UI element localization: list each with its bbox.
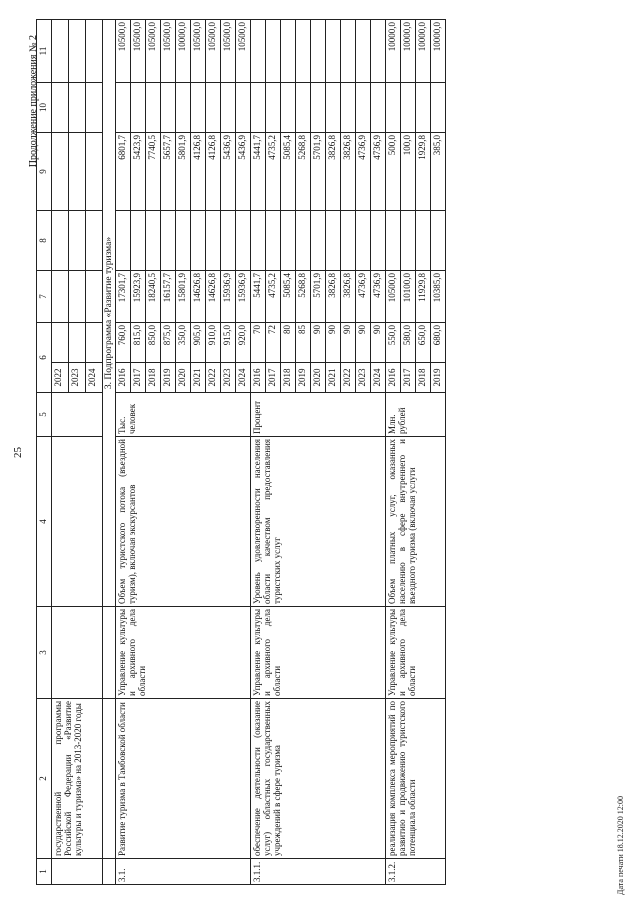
item-executor: Управление культуры и архивного дела области	[251, 607, 386, 699]
total-amount: 5085,4	[281, 271, 296, 323]
indicator-value: 760,0	[116, 323, 131, 363]
total-amount: 16157,7	[161, 271, 176, 323]
extrabudget-amount	[311, 20, 326, 83]
col-header: 5	[37, 393, 52, 437]
c7-cell	[69, 271, 86, 323]
total-amount: 5441,7	[251, 271, 266, 323]
federal-amount	[266, 211, 281, 271]
indicator-value: 85	[296, 323, 311, 363]
item-unit: Процент	[251, 393, 386, 437]
total-amount: 14626,8	[206, 271, 221, 323]
total-amount: 15936,9	[221, 271, 236, 323]
federal-amount	[326, 211, 341, 271]
unit-cell	[52, 393, 103, 437]
extrabudget-amount	[266, 20, 281, 83]
year-cell: 2018	[416, 363, 431, 393]
total-amount: 10385,0	[431, 271, 446, 323]
table-row	[116, 20, 131, 885]
extrabudget-amount: 10500,0	[206, 20, 221, 83]
local-amount	[386, 83, 401, 133]
indicator-value: 550,0	[386, 323, 401, 363]
extrabudget-amount: 10500,0	[221, 20, 236, 83]
federal-amount	[251, 211, 266, 271]
regional-amount: 5801,9	[176, 133, 191, 211]
indicator-value: 850,0	[146, 323, 161, 363]
section-spacer	[103, 859, 116, 885]
local-amount	[371, 83, 386, 133]
col-header: 9	[37, 133, 52, 211]
regional-amount: 385,0	[431, 133, 446, 211]
year-cell: 2020	[176, 363, 191, 393]
indicator-value: 680,0	[431, 323, 446, 363]
item-number: 3.1.1.	[251, 859, 386, 885]
total-amount: 15923,9	[131, 271, 146, 323]
item-executor: Управление культуры и архивного дела области	[386, 607, 446, 699]
local-amount	[131, 83, 146, 133]
year-cell: 2016	[386, 363, 401, 393]
section-spacer	[103, 699, 116, 859]
year-cell: 2016	[116, 363, 131, 393]
c11-cell	[69, 20, 86, 83]
total-amount: 11929,8	[416, 271, 431, 323]
table-body	[52, 20, 446, 885]
year-cell: 2018	[281, 363, 296, 393]
extrabudget-amount: 10500,0	[161, 20, 176, 83]
item-name: реализация комплекса мероприятий по развитию и продвижению туристского потенциала области	[386, 699, 446, 859]
indicator-value: 90	[371, 323, 386, 363]
extrabudget-amount	[356, 20, 371, 83]
regional-amount: 5436,9	[221, 133, 236, 211]
indicator-value: 90	[311, 323, 326, 363]
local-amount	[161, 83, 176, 133]
year-cell: 2020	[311, 363, 326, 393]
total-amount: 10500,0	[386, 271, 401, 323]
col-header: 2	[37, 699, 52, 859]
year-cell: 2018	[146, 363, 161, 393]
local-amount	[236, 83, 251, 133]
regional-amount: 5085,4	[281, 133, 296, 211]
year-cell: 2021	[326, 363, 341, 393]
regional-amount: 5268,8	[296, 133, 311, 211]
extrabudget-amount: 10000,0	[176, 20, 191, 83]
federal-amount	[146, 211, 161, 271]
total-amount: 3826,8	[341, 271, 356, 323]
indicator-value: 70	[251, 323, 266, 363]
c10-cell	[86, 83, 103, 133]
local-amount	[296, 83, 311, 133]
year-cell: 2016	[251, 363, 266, 393]
federal-amount	[116, 211, 131, 271]
local-amount	[356, 83, 371, 133]
indicator-value: 72	[266, 323, 281, 363]
local-amount	[191, 83, 206, 133]
section-spacer	[103, 607, 116, 699]
total-amount: 5268,8	[296, 271, 311, 323]
c9-cell	[52, 133, 69, 211]
col-header: 10	[37, 83, 52, 133]
col-header: 7	[37, 271, 52, 323]
indicator-value: 650,0	[416, 323, 431, 363]
print-date: Дата печати 18.12.2020 12:00	[616, 796, 625, 895]
total-amount: 4735,2	[266, 271, 281, 323]
total-amount: 15936,9	[236, 271, 251, 323]
regional-amount: 3826,8	[341, 133, 356, 211]
extrabudget-amount	[371, 20, 386, 83]
local-amount	[251, 83, 266, 133]
extrabudget-amount: 10500,0	[191, 20, 206, 83]
regional-amount: 5701,9	[311, 133, 326, 211]
federal-amount	[401, 211, 416, 271]
federal-amount	[356, 211, 371, 271]
regional-amount: 5441,7	[251, 133, 266, 211]
table-row	[386, 20, 401, 885]
item-unit: Тыс. человек	[116, 393, 251, 437]
header-note: Продолжение приложения № 2	[28, 35, 39, 168]
total-amount: 17301,7	[116, 271, 131, 323]
year-cell: 2022	[341, 363, 356, 393]
col-header: 4	[37, 437, 52, 607]
c7-cell	[52, 271, 69, 323]
year-cell: 2022	[206, 363, 221, 393]
c7-cell	[86, 271, 103, 323]
federal-amount	[176, 211, 191, 271]
total-amount: 15801,9	[176, 271, 191, 323]
local-amount	[416, 83, 431, 133]
year-cell: 2023	[356, 363, 371, 393]
year-cell: 2024	[86, 363, 103, 393]
year-cell: 2024	[371, 363, 386, 393]
regional-amount: 5657,7	[161, 133, 176, 211]
year-cell: 2017	[131, 363, 146, 393]
section-row	[103, 20, 116, 885]
extrabudget-amount: 10500,0	[131, 20, 146, 83]
total-amount: 18240,5	[146, 271, 161, 323]
executor-cell	[52, 607, 103, 699]
federal-amount	[206, 211, 221, 271]
total-amount: 5701,9	[311, 271, 326, 323]
regional-amount: 5436,9	[236, 133, 251, 211]
federal-amount	[221, 211, 236, 271]
item-number: 3.1.	[116, 859, 251, 885]
local-amount	[311, 83, 326, 133]
regional-amount: 100,0	[401, 133, 416, 211]
indicator-value: 80	[281, 323, 296, 363]
federal-amount	[416, 211, 431, 271]
year-cell: 2019	[431, 363, 446, 393]
indicator-value: 920,0	[236, 323, 251, 363]
extrabudget-amount	[326, 20, 341, 83]
local-amount	[281, 83, 296, 133]
column-numbers-row	[37, 20, 52, 885]
year-cell: 2022	[52, 363, 69, 393]
local-amount	[401, 83, 416, 133]
table-row	[251, 20, 266, 885]
year-cell: 2024	[236, 363, 251, 393]
col-header: 1	[37, 859, 52, 885]
federal-amount	[161, 211, 176, 271]
c8-cell	[52, 211, 69, 271]
indicator-value: 90	[326, 323, 341, 363]
c10-cell	[52, 83, 69, 133]
indicator-value: 90	[356, 323, 371, 363]
col-header: 11	[37, 20, 52, 83]
regional-amount: 5423,9	[131, 133, 146, 211]
section-title: 3. Подпрограмма «Развитие туризма»	[103, 20, 116, 607]
year-cell: 2019	[296, 363, 311, 393]
regional-amount: 500,0	[386, 133, 401, 211]
federal-amount	[311, 211, 326, 271]
total-amount: 4736,9	[356, 271, 371, 323]
total-amount: 10100,0	[401, 271, 416, 323]
year-cell: 2017	[401, 363, 416, 393]
year-cell: 2017	[266, 363, 281, 393]
value-cell	[69, 323, 86, 363]
indicator-value: 350,0	[176, 323, 191, 363]
extrabudget-amount	[251, 20, 266, 83]
year-cell: 2023	[69, 363, 86, 393]
local-amount	[116, 83, 131, 133]
federal-amount	[386, 211, 401, 271]
col-header: 3	[37, 607, 52, 699]
extrabudget-amount: 10500,0	[116, 20, 131, 83]
value-cell	[86, 323, 103, 363]
c8-cell	[69, 211, 86, 271]
indicator-cell	[52, 437, 103, 607]
c9-cell	[69, 133, 86, 211]
regional-amount: 6801,7	[116, 133, 131, 211]
item-unit: Млн. рублей	[386, 393, 446, 437]
indicator-value: 90	[341, 323, 356, 363]
regional-amount: 4736,9	[371, 133, 386, 211]
item-indicator: Уровень удовлетворенности населения области качеством предоставления туристских услуг	[251, 437, 386, 607]
extrabudget-amount: 10000,0	[386, 20, 401, 83]
item-executor: Управление культуры и архивного дела области	[116, 607, 251, 699]
federal-amount	[131, 211, 146, 271]
local-amount	[266, 83, 281, 133]
extrabudget-amount	[341, 20, 356, 83]
regional-amount: 4736,9	[356, 133, 371, 211]
item-number: 3.1.2.	[386, 859, 446, 885]
federal-amount	[341, 211, 356, 271]
year-cell: 2019	[161, 363, 176, 393]
total-amount: 14626,8	[191, 271, 206, 323]
indicator-value: 905,0	[191, 323, 206, 363]
table-row	[52, 20, 69, 885]
value-cell	[52, 323, 69, 363]
local-amount	[221, 83, 236, 133]
col-header: 6	[37, 323, 52, 393]
indicator-value: 915,0	[221, 323, 236, 363]
indicator-value: 815,0	[131, 323, 146, 363]
c11-cell	[86, 20, 103, 83]
local-amount	[146, 83, 161, 133]
federal-amount	[236, 211, 251, 271]
c10-cell	[69, 83, 86, 133]
item-name: обеспечение деятельности (оказание услуг) областных государственных учреждений в сфере туризма	[251, 699, 386, 859]
program-name-cell: государственной программы Российской Федерации «Развитие культуры и туризма» на 2013-2020 годы	[52, 699, 103, 859]
federal-amount	[371, 211, 386, 271]
regional-amount: 1929,8	[416, 133, 431, 211]
regional-amount: 4126,8	[191, 133, 206, 211]
local-amount	[341, 83, 356, 133]
local-amount	[326, 83, 341, 133]
year-cell: 2021	[191, 363, 206, 393]
extrabudget-amount	[296, 20, 311, 83]
extrabudget-amount	[281, 20, 296, 83]
total-amount: 4736,9	[371, 271, 386, 323]
regional-amount: 7740,5	[146, 133, 161, 211]
year-cell: 2023	[221, 363, 236, 393]
regional-amount: 4126,8	[206, 133, 221, 211]
local-amount	[206, 83, 221, 133]
regional-amount: 3826,8	[326, 133, 341, 211]
extrabudget-amount: 10000,0	[401, 20, 416, 83]
c8-cell	[86, 211, 103, 271]
extrabudget-amount: 10500,0	[146, 20, 161, 83]
col-header: 8	[37, 211, 52, 271]
federal-amount	[281, 211, 296, 271]
federal-amount	[431, 211, 446, 271]
extrabudget-amount: 10000,0	[416, 20, 431, 83]
page-number: 25	[12, 447, 24, 458]
extrabudget-amount: 10500,0	[236, 20, 251, 83]
total-amount: 3826,8	[326, 271, 341, 323]
item-indicator: Объем туристского потока (въездной туризм), включая экскурсантов	[116, 437, 251, 607]
extrabudget-amount: 10000,0	[431, 20, 446, 83]
federal-amount	[296, 211, 311, 271]
program-table	[36, 19, 446, 885]
indicator-value: 580,0	[401, 323, 416, 363]
c9-cell	[86, 133, 103, 211]
item-name: Развитие туризма в Тамбовской области	[116, 699, 251, 859]
indicator-value: 875,0	[161, 323, 176, 363]
local-amount	[431, 83, 446, 133]
regional-amount: 4735,2	[266, 133, 281, 211]
num-cell	[52, 859, 103, 885]
item-indicator: Объем платных услуг, оказанных населению в сфере внутреннего и въездного туризма (включая услуги	[386, 437, 446, 607]
local-amount	[176, 83, 191, 133]
indicator-value: 910,0	[206, 323, 221, 363]
c11-cell	[52, 20, 69, 83]
federal-amount	[191, 211, 206, 271]
